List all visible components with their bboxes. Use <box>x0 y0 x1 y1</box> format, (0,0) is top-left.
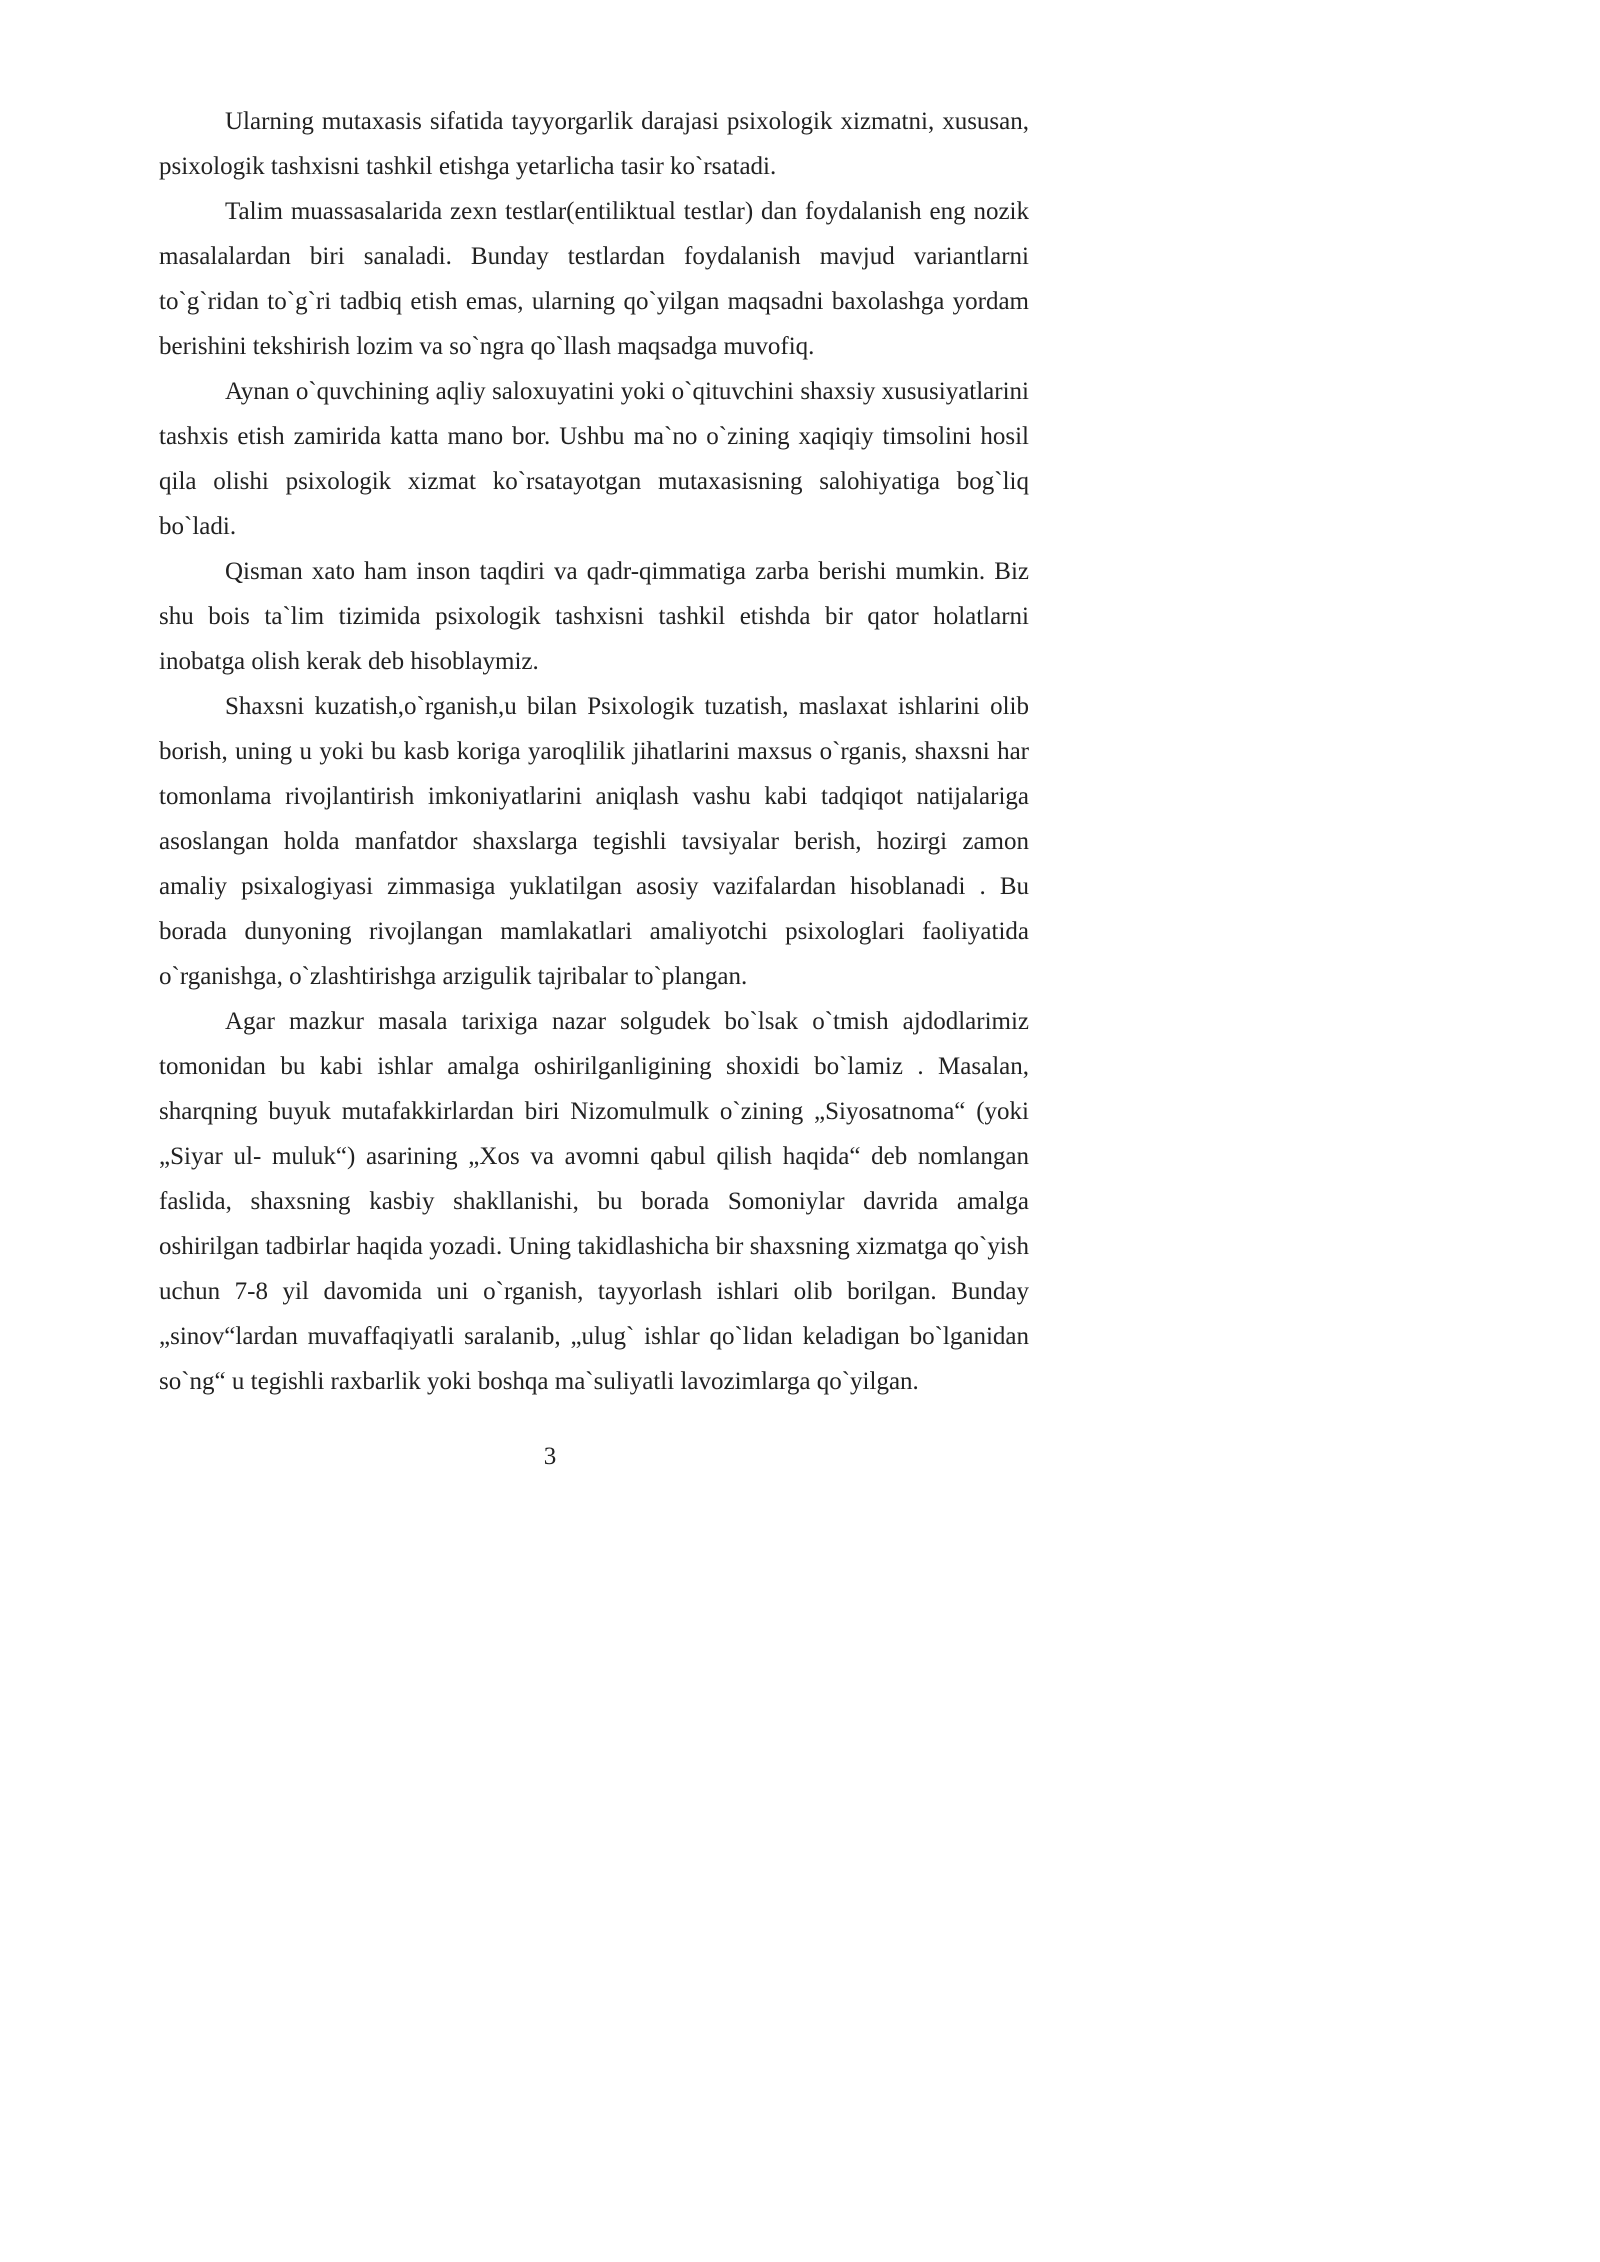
document-page <box>0 0 1100 1555</box>
body-text <box>159 99 1029 1404</box>
paragraph-6: Agar mazkur masala tarixiga nazar solgudek bo`lsak o`tmish ajdodlarimiz tomonidan bu kabi ishlar amalga oshirilganligining shoxidi bo`lamiz . Masalan, sharqning buyuk mutafakkirlardan biri Nizomulmulk o`zining „Siyosatnoma“ (yoki „Siyar ul- muluk“) asarining „Xos va avomni qabul qilish haqida“ deb nomlangan faslida, shaxsning kasbiy shakllanishi, bu borada Somoniylar davrida amalga oshirilgan tadbirlar haqida yozadi. Uning takidlashicha bir shaxsning xizmatga qo`yish uchun 7-8 yil davomida uni o`rganish, tayyorlash ishlari olib borilgan. Bunday „sinov“lardan muvaffaqiyatli saralanib, „ulug` ishlar qo`lidan keladigan bo`lganidan so`ng“ u tegishli raxbarlik yoki boshqa ma`suliyatli lavozimlarga qo`yilgan. <box>159 1008 1029 1395</box>
paragraph-5: Shaxsni kuzatish,o`rganish,u bilan Psixologik tuzatish, maslaxat ishlarini olib borish, uning u yoki bu kasb koriga yaroqlilik jihatlarini maxsus o`rganis, shaxsni har tomonlama rivojlantirish imkoniyatlarini aniqlash vashu kabi tadqiqot natijalariga asoslangan holda manfatdor shaxslarga tegishli tavsiyalar berish, hozirgi zamon amaliy psixalogiyasi zimmasiga yuklatilgan asosiy vazifalardan hisoblanadi . Bu borada dunyoning rivojlangan mamlakatlari amaliyotchi psixologlari faoliyatida o`rganishga, o`zlashtirishga arzigulik tajribalar to`plangan. <box>159 693 1029 990</box>
paragraph-2: Talim muassasalarida zexn testlar(entiliktual testlar) dan foydalanish eng nozik masalalardan biri sanaladi. Bunday testlardan foydalanish mavjud variantlarni to`g`ridan to`g`ri tadbiq etish emas, ularning qo`yilgan maqsadni baxolashga yordam berishini tekshirish lozim va so`ngra qo`llash maqsadga muvofiq. <box>159 198 1029 360</box>
paragraph-3: Aynan o`quvchining aqliy saloxuyatini yoki o`qituvchini shaxsiy xususiyatlarini tashxis etish zamirida katta mano bor. Ushbu ma`no o`zining xaqiqiy timsolini hosil qila olishi psixologik xizmat ko`rsatayotgan mutaxasisning salohiyatiga bog`liq bo`ladi. <box>159 378 1029 540</box>
paragraph-1: Ularning mutaxasis sifatida tayyorgarlik darajasi psixologik xizmatni, xususan, psixologik tashxisni tashkil etishga yetarlicha tasir ko`rsatadi. <box>159 108 1029 180</box>
paragraph-4: Qisman xato ham inson taqdiri va qadr-qimmatiga zarba berishi mumkin. Biz shu bois ta`lim tizimida psixologik tashxisni tashkil etishda bir qator holatlarni inobatga olish kerak deb hisoblaymiz. <box>159 558 1029 675</box>
page-number: 3 <box>543 1443 557 1470</box>
